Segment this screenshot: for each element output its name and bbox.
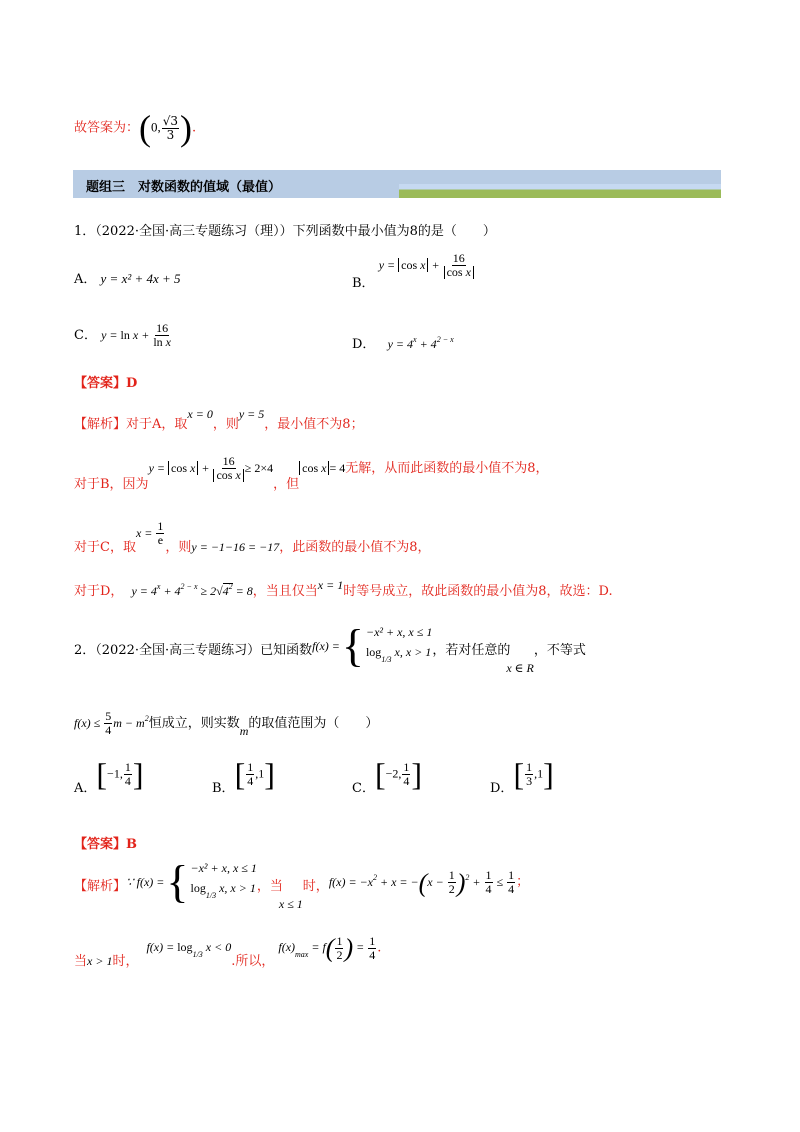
section-title: 题组三 对数函数的值域（最值） (86, 180, 282, 195)
q1-option-d: D． $y = 4^x + 4^{2 - x}$ (352, 335, 454, 352)
q2-analysis-1: 【解析】 ∵ f(x) = { −x² + x, x ≤ 1 $\log_{1/3} x$, x > 1 ，当x ≤ 1时，$f(x) = -x^2 + x = -(x$ − $\frac{1}{2}$ )$^2$ + $\frac{1}{4}$ ≤ $\frac{1}{4}$ ； (74, 856, 530, 911)
denominator-3: 3 (166, 127, 175, 142)
sqrt3: √3 (162, 113, 179, 128)
q2-answer: 【答案】B (74, 837, 137, 852)
q2-option-a: A．[−1, $\frac{1}{4}$ ] (74, 756, 144, 796)
interval-start: 0, (151, 119, 161, 135)
q1-analysis-b: 对于B，因为y = cos x + $\frac{16}{\text{cos x}}$ ≥ 2×4，但cos x = 4无解，从而此函数的最小值不为8， (74, 454, 549, 492)
previous-answer-line: 故答案为：(0, $\frac{√3}{3}$ ). (74, 108, 197, 148)
q1-answer: 【答案】D (74, 376, 138, 391)
option-a-expr: y = x² + 4x + 5 (100, 271, 181, 286)
q1-option-c: C． y = ln x + $\frac{16}{\text{ln x}}$ (74, 321, 171, 349)
q2-option-b: B．[ $\frac{1}{4}$ ,1] (212, 756, 275, 796)
q1-analysis-c: 对于C，取x = $\frac{1}{e}$ ，则y = −1−16 = −17，此函数的最小值不为8， (74, 519, 431, 555)
q2-option-c: C．[−2, $\frac{1}{4}$ ] (352, 756, 423, 796)
answer-prefix: 故答案为： (74, 120, 140, 136)
q1-analysis-d: 对于D， $y = 4^x + 4^{2 - x} \ge 2√4^2 = 8$，当且仅当x = 1时等号成立，故此函数的最小值为8，故选：D. (74, 578, 613, 599)
section-header (73, 170, 721, 198)
q2-stem: 2．（2022·全国·高三专题练习）已知函数 f(x) = { −x² + x, x ≤ 1 $\log_{1/3} x$, x > 1 ，若对任意的x ∈ R，不等式 (74, 620, 586, 675)
q2-option-d: D．[ $\frac{1}{3}$ ,1] (490, 756, 554, 796)
q1-option-a: A． y = x² + 4x + 5 (74, 271, 181, 287)
q2-inequality: f(x) ≤ $\frac{5}{4}$ $m - m^2$恒成立，则实数m的取值范围为（ ） (74, 709, 379, 738)
section-stripe (399, 184, 721, 198)
q1-option-b: B． y = cos x + $\frac{16}{\text{cos x}}$ (352, 252, 475, 279)
q1-stem: 1．（2022·全国·高三专题练习（理））下列函数中最小值为8的是（ ） (74, 224, 496, 239)
q1-analysis-a: 【解析】对于A，取x = 0，则y = 5，最小值不为8； (74, 407, 364, 432)
q2-analysis-2: 当x > 1时，$f(x) = \log_{1/3} x < 0$.所以，$f(x)_{max} = f$( $\frac{1}{2}$ ) = $\frac{1}{4}$ . (74, 933, 382, 970)
